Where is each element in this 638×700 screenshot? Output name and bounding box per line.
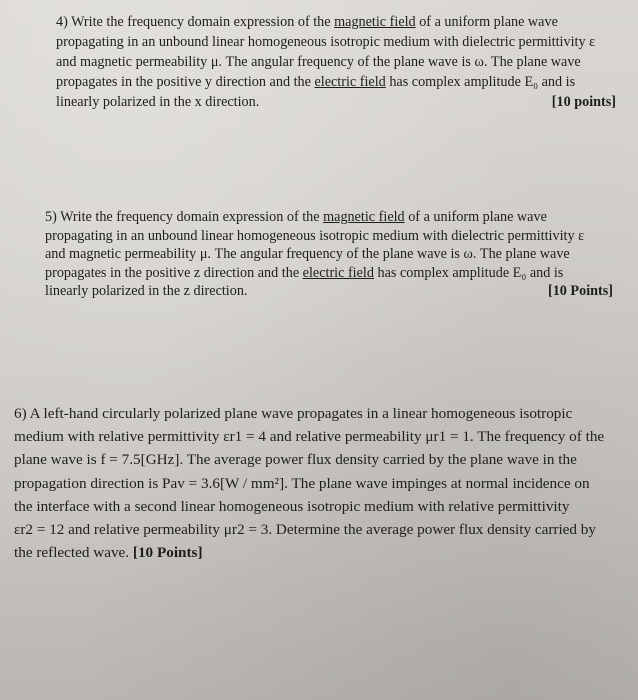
q6-line-5: the interface with a second linear homogeneous isotropic medium with relative permittivity: [14, 497, 570, 515]
q6-line-7: the reflected wave. [10 Points]: [14, 544, 203, 562]
q6-points: [10 Points]: [132, 544, 203, 562]
q6-line-6: εr2 = 12 and relative permeability μr2 = 3. Determine the average power flux density carried by: [14, 521, 596, 539]
question-6: [14, 402, 634, 564]
q4-line-2: propagating in an unbound linear homogeneous isotropic medium with dielectric permittivity ε: [56, 34, 596, 50]
q5-line-2: propagating in an unbound linear homogeneous isotropic medium with dielectric permittivity ε: [45, 227, 585, 244]
q5-line-1: 5) Write the frequency domain expression of the magnetic field of a uniform plane wave: [45, 209, 547, 225]
question-4: [56, 12, 616, 112]
q5-electric-field: electric field: [302, 264, 374, 281]
q5-magnetic-field: magnetic field: [323, 209, 405, 225]
q4-magnetic-field: magnetic field: [334, 14, 416, 30]
q4-line-1: 4) Write the frequency domain expression of the magnetic field of a uniform plane wave: [56, 14, 558, 30]
q6-line-2: medium with relative permittivity εr1 = 4 and relative permeability μr1 = 1. The frequency of the: [14, 428, 605, 446]
q5-line-5: linearly polarized in the z direction. [10 Points]: [45, 283, 613, 299]
q4-line-3: and magnetic permeability μ. The angular frequency of the plane wave is ω. The plane wave: [56, 54, 581, 70]
q6-line-1: 6) A left-hand circularly polarized plane wave propagates in a linear homogeneous isotropic: [14, 405, 573, 422]
q5-line-3: and magnetic permeability μ. The angular frequency of the plane wave is ω. The plane wave: [45, 246, 570, 262]
q5-points: [10 Points]: [547, 283, 613, 299]
q4-line-5: linearly polarized in the x direction. [10 points]: [56, 94, 616, 110]
q6-line-3: plane wave is f = 7.5[GHz]. The average power flux density carried by the plane wave in the: [14, 451, 577, 469]
q5-line-4: propagates in the positive z direction and the electric field has complex amplitude E₀ and is: [45, 264, 564, 281]
q6-line-4: propagation direction is Pav = 3.6[W / mm²]. The plane wave impinges at normal incidence on: [14, 474, 590, 492]
q4-points: [10 points]: [551, 94, 616, 110]
question-5: [45, 208, 613, 301]
q4-electric-field: electric field: [314, 74, 386, 90]
q4-line-4: propagates in the positive y direction and the electric field has complex amplitude E₀ and is: [56, 74, 576, 90]
